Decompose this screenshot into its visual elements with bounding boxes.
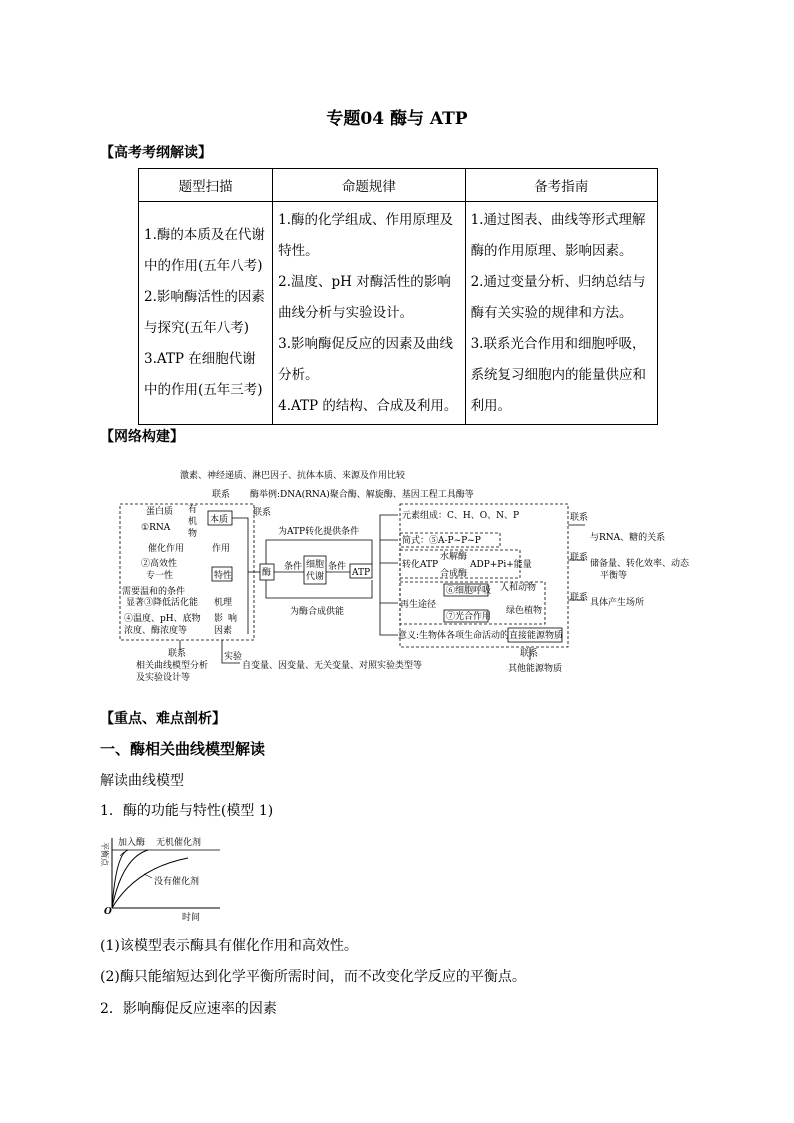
map-ji: 机 xyxy=(188,517,198,527)
map-xianzhu: 显著③降低活化能 xyxy=(126,598,199,608)
map-ying: 影 xyxy=(214,614,224,624)
map-b-energy: 其他能源物质 xyxy=(508,664,563,674)
map-hechengmei: 合成酶 xyxy=(440,569,468,579)
section-network-heading: 【网络构建】 xyxy=(100,429,184,445)
map-protein: 蛋白质 xyxy=(146,507,174,517)
map-jili: 机理 xyxy=(214,598,233,608)
map-r-store2: 平衡等 xyxy=(600,571,628,581)
table-text: 2.通过变量分析、归纳总结与酶有关实验的规律和方法。 xyxy=(470,273,646,321)
map-b-shiyan: 实验 xyxy=(224,652,243,662)
map-need: 需要温和的条件 xyxy=(122,587,186,597)
map-shuijiemei: 水解酶 xyxy=(440,552,468,562)
map-b-lianxi2: 联系 xyxy=(520,649,539,659)
map-temp2: 浓度、酶浓度等 xyxy=(124,626,188,636)
page-title: 专题04 酶与 ATP xyxy=(326,109,468,129)
map-atp-cond: 为ATP转化提供条件 xyxy=(278,527,360,537)
map-yinsu: 因素 xyxy=(214,626,233,636)
map-top1: 激素、神经递质、淋巴因子、抗体本质、来源及作用比较 xyxy=(180,471,406,481)
table-text: 3.影响酶促反应的因素及曲线分析。 xyxy=(278,335,454,383)
connector xyxy=(266,580,372,598)
map-catalysis: 催化作用 xyxy=(148,544,185,554)
map-huxi: ⑥细胞呼吸 xyxy=(446,586,492,596)
map-cell2: 代谢 xyxy=(306,572,325,582)
connector xyxy=(380,515,398,572)
connector xyxy=(380,540,398,603)
atp-dashed-box xyxy=(400,504,568,647)
part1-p2: (2)酶只能缩短达到化学平衡所需时间，而不改变化学反应的平衡点。 xyxy=(100,969,526,985)
map-for-enzyme: 为酶合成供能 xyxy=(290,607,345,617)
map-r-store1: 储备量、转化效率、动态 xyxy=(590,559,690,569)
table-header-1: 题型扫描 xyxy=(139,169,273,202)
map-you: 有 xyxy=(188,505,198,515)
map-temp1: ④温度、pH、底物 xyxy=(124,614,201,624)
table-text: 1.酶的本质及在代谢中的作用(五年八考) xyxy=(144,227,265,274)
map-plants: 绿色植物 xyxy=(506,606,543,616)
map-b-vars: 自变量、因变量、无关变量、对照实验类型等 xyxy=(242,661,423,671)
part1-heading: 一、酶相关曲线模型解读 xyxy=(100,740,266,758)
map-zuoyong: 作用 xyxy=(212,544,231,554)
table-text: 3.ATP 在细胞代谢中的作用(五年三考) xyxy=(144,351,263,398)
map-b-curve2: 及实验设计等 xyxy=(136,673,191,683)
table-header-2: 命题规律 xyxy=(273,169,465,202)
map-b-curve1: 相关曲线模型分析 xyxy=(136,661,209,671)
table-header-3: 备考指南 xyxy=(465,169,657,202)
map-lianxi: 联系 xyxy=(212,490,231,500)
map-enzyme: 酶 xyxy=(262,568,272,578)
map-zhuanyi: 专一性 xyxy=(146,571,174,581)
pointer xyxy=(144,874,152,878)
part1-item2: 2．影响酶促反应速率的因素 xyxy=(100,1001,277,1017)
map-b-lianxi: 联系 xyxy=(168,649,187,659)
connector xyxy=(380,572,398,635)
map-meaning: 意义:生物体各项生命活动的直接能源物质 xyxy=(398,631,564,641)
table-text: 1.酶的化学组成、作用原理及特性。 xyxy=(278,211,454,259)
table-text: 4.ATP 的结构、合成及利用。 xyxy=(278,397,458,414)
model1-ylabel: 平衡点 xyxy=(100,842,109,866)
map-texing: 特性 xyxy=(214,571,233,581)
table-text: 2.温度、pH 对酶活性的影响曲线分析与实验设计。 xyxy=(278,273,451,321)
map-r-lianxi1: 联系 xyxy=(570,513,589,523)
map-xiang: 响 xyxy=(228,614,238,624)
map-r-site: 具体产生场所 xyxy=(590,598,645,608)
map-gaoxiao: ②高效性 xyxy=(141,559,178,569)
map-wu: 物 xyxy=(188,529,198,539)
model1-no-catalyst: 没有催化剂 xyxy=(154,877,200,887)
map-tiaojian: 条件 xyxy=(284,562,303,572)
part1-subheading: 解读曲线模型 xyxy=(100,773,184,789)
map-tiaojian2: 条件 xyxy=(328,562,347,572)
map-r-rna: 与RNA、糖的关系 xyxy=(590,533,666,543)
table-text: 1.通过图表、曲线等形式理解酶的作用原理、影响因素。 xyxy=(470,211,646,259)
map-adp: ADP+Pi+能量 xyxy=(470,560,532,570)
model1-inorganic: 无机催化剂 xyxy=(156,838,202,848)
map-r-lianxi2: 联系 xyxy=(570,553,589,563)
section-keypoints-heading: 【重点、难点剖析】 xyxy=(100,711,226,727)
map-atp: ATP xyxy=(352,568,371,578)
model1-add-enzyme: 加入酶 xyxy=(118,838,146,848)
model1-chart xyxy=(96,832,226,924)
section-outline-heading: 【高考考纲解读】 xyxy=(100,145,212,161)
table-text: 3.联系光合作用和细胞呼吸，系统复习细胞内的能量供应和利用。 xyxy=(470,335,647,414)
model1-xlabel: 时间 xyxy=(182,913,201,923)
table-text: 2.影响酶活性的因素与探究(五年八考) xyxy=(144,289,265,336)
map-lianxi: 联系 xyxy=(253,508,272,518)
map-elements: 元素组成：C、H、O、N、P xyxy=(402,511,520,521)
part1-item1: 1．酶的功能与特性(模型 1) xyxy=(100,803,274,819)
map-r-lianxi3: 联系 xyxy=(570,593,589,603)
map-jianshi: 简式：⑤A-P~P~P xyxy=(402,536,481,546)
map-people: 人和动物 xyxy=(500,583,537,593)
map-guanghe: ⑦光合作用 xyxy=(446,612,492,622)
map-zhuanhua: 转化ATP xyxy=(402,560,439,570)
model1-origin: O xyxy=(104,907,112,917)
map-benzhi: 本质 xyxy=(210,515,229,525)
map-zaisheng: 再生途径 xyxy=(400,600,437,610)
map-rna: ①RNA xyxy=(141,523,171,533)
map-cell1: 细胞 xyxy=(306,560,325,570)
part1-p1: (1)该模型表示酶具有催化作用和高效性。 xyxy=(100,938,358,954)
map-top2: 酶举例:DNA(RNA)聚合酶、解旋酶、基因工程工具酶等 xyxy=(250,490,474,500)
